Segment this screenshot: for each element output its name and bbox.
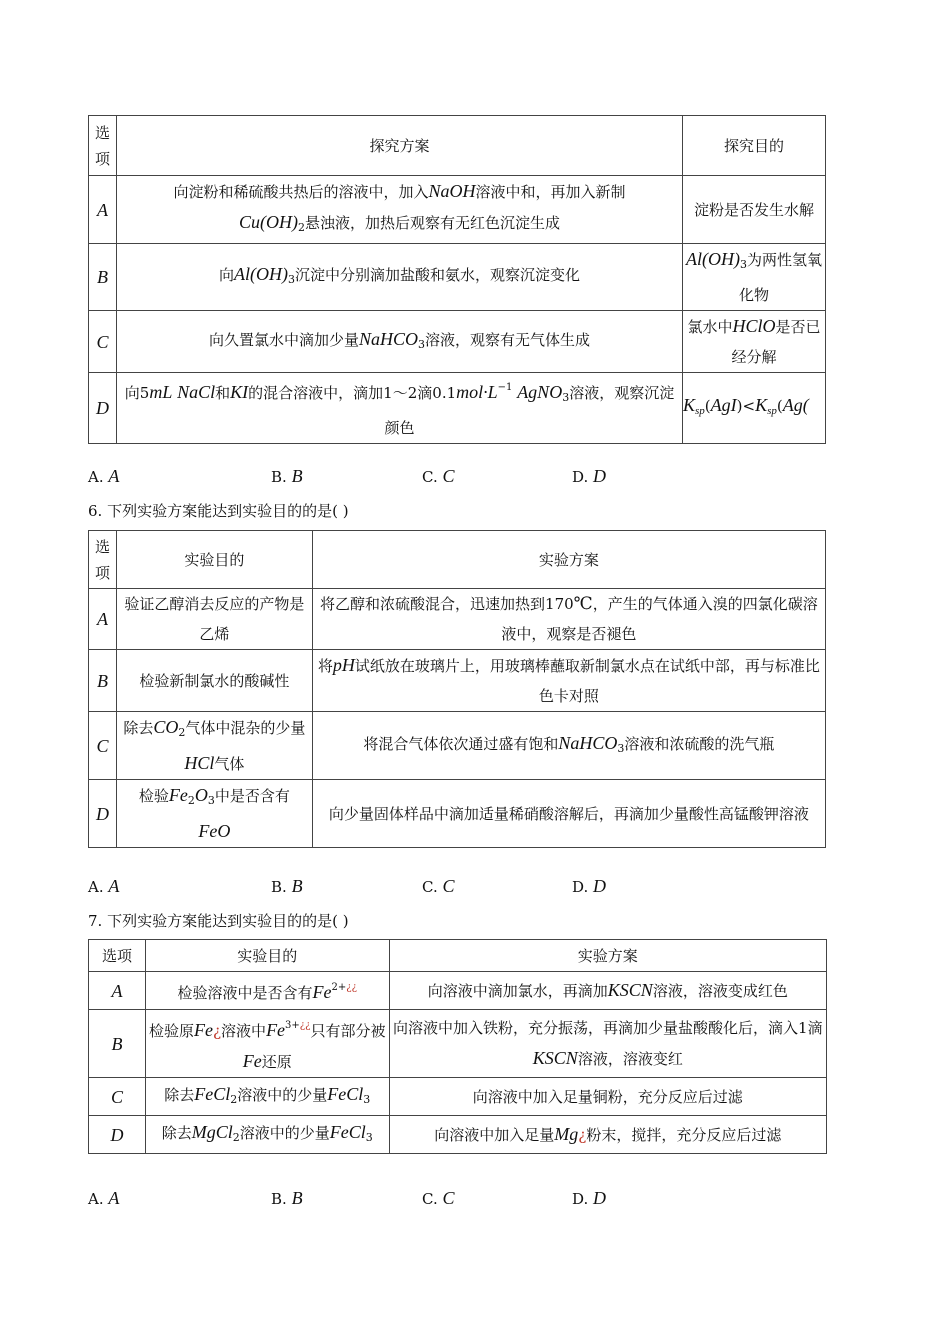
row-plan: 向淀粉和稀硫酸共热后的溶液中，加入NaOH溶液中和，再加入新制 $Cu(OH)_2$悬浊液，加热后观察有无红色沉淀生成 bbox=[116, 176, 682, 244]
option-d[interactable]: D. D bbox=[572, 1188, 607, 1208]
row-label: A bbox=[89, 589, 117, 650]
row-goal: 除去$CO_2$气体中混杂的少量HCl气体 bbox=[116, 712, 312, 780]
header-goal: 实验目的 bbox=[116, 531, 312, 589]
table-q7 bbox=[88, 939, 827, 1154]
row-label: A bbox=[89, 972, 146, 1010]
row-plan: 向5mL NaCl和KI的混合溶液中，滴加1～2滴$0.1mol\cdot L^{-1}$ AgNO$_3$溶液，观察沉淀颜色 bbox=[116, 373, 682, 444]
row-goal: $K_{sp}(AgI)<K_{sp}(Ag$( bbox=[682, 373, 825, 444]
header-goal: 探究目的 bbox=[682, 116, 825, 176]
table-header bbox=[89, 531, 826, 589]
header-plan: 实验方案 bbox=[312, 531, 825, 589]
row-plan: 向$Al(OH)_3$沉淀中分别滴加盐酸和氨水，观察沉淀变化 bbox=[116, 244, 682, 311]
row-label: B bbox=[89, 1010, 146, 1078]
row-plan: 将乙醇和浓硫酸混合，迅速加热到170℃，产生的气体通入溴的四氯化碳溶液中，观察是否褪色 bbox=[312, 589, 825, 650]
row-label: B bbox=[89, 650, 117, 712]
row-goal: 检验新制氯水的酸碱性 bbox=[116, 650, 312, 712]
table-explore bbox=[88, 115, 826, 444]
table-row bbox=[89, 244, 826, 311]
row-plan: 向溶液中滴加氯水，再滴加KSCN溶液，溶液变成红色 bbox=[389, 972, 826, 1010]
table-row bbox=[89, 780, 826, 848]
table-row bbox=[89, 589, 826, 650]
question-6-title: 6. 下列实验方案能达到实验目的的是( ) bbox=[88, 502, 349, 520]
header-option: 选项 bbox=[89, 116, 117, 176]
table-row bbox=[89, 650, 826, 712]
table-header bbox=[89, 116, 826, 176]
table-row bbox=[89, 1010, 827, 1078]
row-label: C bbox=[89, 1078, 146, 1116]
table-header bbox=[89, 940, 827, 972]
option-c[interactable]: C. C bbox=[422, 466, 455, 486]
table-row bbox=[89, 712, 826, 780]
row-plan: 向久置氯水中滴加少量NaHCO$_3$溶液，观察有无气体生成 bbox=[116, 311, 682, 373]
row-plan: 将pH试纸放在玻璃片上，用玻璃棒蘸取新制氯水点在试纸中部，再与标准比色卡对照 bbox=[312, 650, 825, 712]
row-goal: 除去MgCl$_2$溶液中的少量FeCl$_3$ bbox=[145, 1116, 389, 1154]
option-a[interactable]: A. A bbox=[88, 876, 120, 896]
option-b[interactable]: B. B bbox=[271, 466, 303, 486]
option-b[interactable]: B. B bbox=[271, 1188, 303, 1208]
row-goal: 检验溶液中是否含有$Fe^{2+¿¿}$ bbox=[145, 972, 389, 1010]
row-plan: 向溶液中加入足量铜粉，充分反应后过滤 bbox=[389, 1078, 826, 1116]
row-label: C bbox=[89, 712, 117, 780]
row-label: A bbox=[89, 176, 117, 244]
table-q6 bbox=[88, 530, 826, 848]
option-d[interactable]: D. D bbox=[572, 466, 607, 486]
row-plan: 将混合气体依次通过盛有饱和NaHCO$_3$溶液和浓硫酸的洗气瓶 bbox=[312, 712, 825, 780]
option-c[interactable]: C. C bbox=[422, 876, 455, 896]
row-goal: 淀粉是否发生水解 bbox=[682, 176, 825, 244]
table-row bbox=[89, 373, 826, 444]
row-label: D bbox=[89, 1116, 146, 1154]
row-plan: 向溶液中加入足量Mg¿粉末，搅拌，充分反应后过滤 bbox=[389, 1116, 826, 1154]
option-a[interactable]: A. A bbox=[88, 1188, 120, 1208]
row-goal: 验证乙醇消去反应的产物是乙烯 bbox=[116, 589, 312, 650]
row-plan: 向溶液中加入铁粉，充分振荡，再滴加少量盐酸酸化后，滴入1滴KSCN溶液，溶液变红 bbox=[389, 1010, 826, 1078]
table-row bbox=[89, 176, 826, 244]
table-row bbox=[89, 311, 826, 373]
row-goal: 检验$Fe_2O_3$中是否含有 FeO bbox=[116, 780, 312, 848]
header-plan: 实验方案 bbox=[389, 940, 826, 972]
header-option: 选项 bbox=[89, 531, 117, 589]
row-goal: 氯水中HClO是否已经分解 bbox=[682, 311, 825, 373]
row-label: B bbox=[89, 244, 117, 311]
header-goal: 实验目的 bbox=[145, 940, 389, 972]
question-7-title: 7. 下列实验方案能达到实验目的的是( ) bbox=[88, 912, 349, 930]
option-b[interactable]: B. B bbox=[271, 876, 303, 896]
table-row bbox=[89, 1116, 827, 1154]
row-goal: 检验原Fe¿溶液中$Fe^{3+¿¿}$只有部分被Fe还原 bbox=[145, 1010, 389, 1078]
row-label: D bbox=[89, 373, 117, 444]
row-goal: 除去FeCl$_2$溶液中的少量FeCl$_3$ bbox=[145, 1078, 389, 1116]
header-option: 选项 bbox=[89, 940, 146, 972]
header-plan: 探究方案 bbox=[116, 116, 682, 176]
table-row bbox=[89, 1078, 827, 1116]
option-c[interactable]: C. C bbox=[422, 1188, 455, 1208]
option-d[interactable]: D. D bbox=[572, 876, 607, 896]
row-goal: $Al(OH)_3$为两性氢氧化物 bbox=[682, 244, 825, 311]
row-plan: 向少量固体样品中滴加适量稀硝酸溶解后，再滴加少量酸性高锰酸钾溶液 bbox=[312, 780, 825, 848]
row-label: D bbox=[89, 780, 117, 848]
row-label: C bbox=[89, 311, 117, 373]
option-a[interactable]: A. A bbox=[88, 466, 120, 486]
table-row bbox=[89, 972, 827, 1010]
